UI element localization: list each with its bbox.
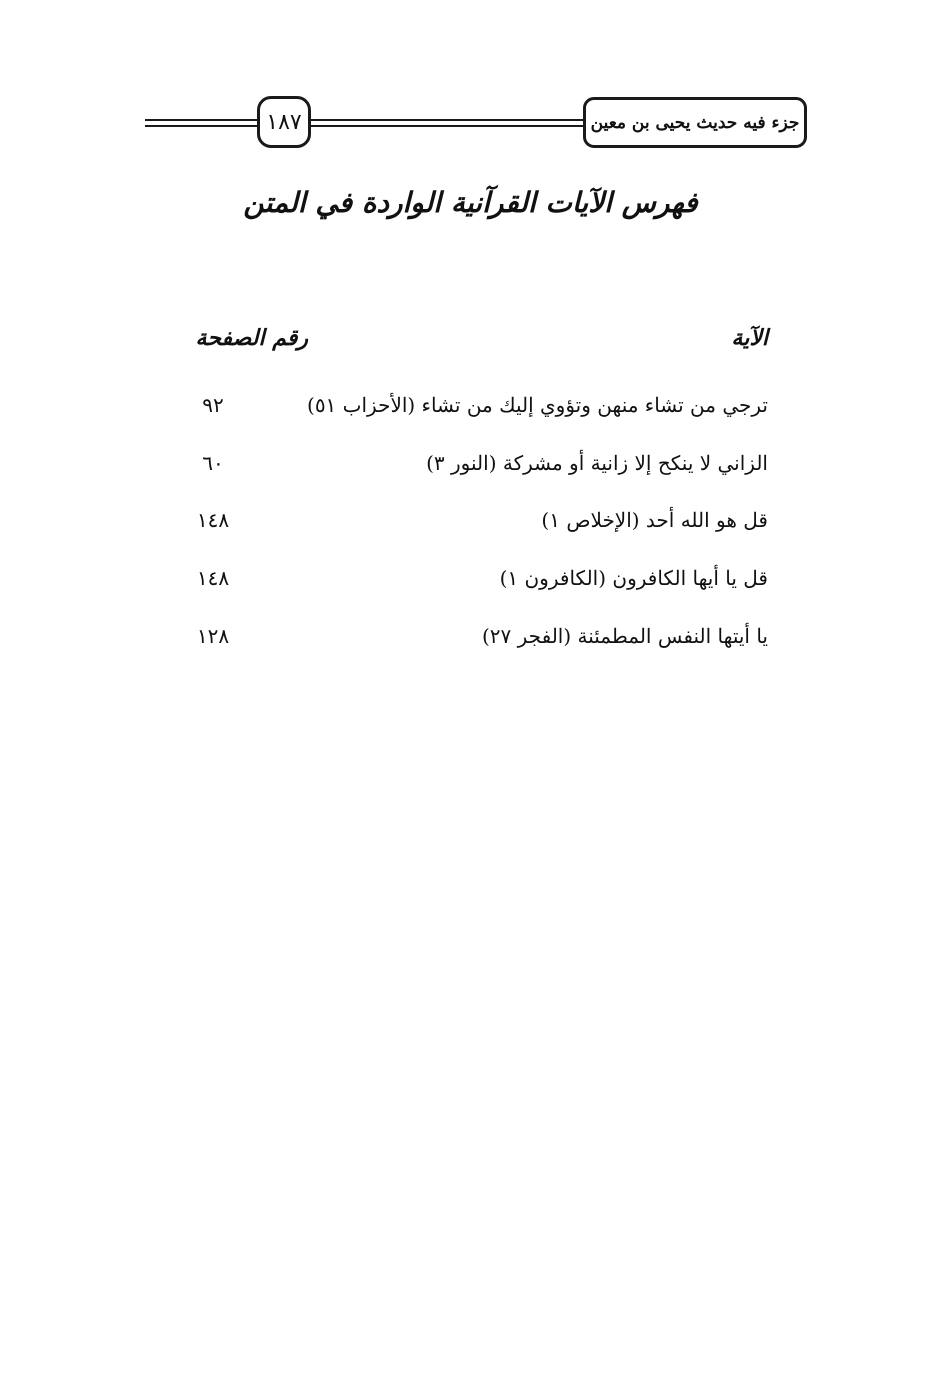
page-number: ١٨٧ — [266, 109, 302, 135]
verse-text: الزاني لا ينكح إلا زانية أو مشركة (النور ٣) — [426, 451, 768, 475]
verse-page-number: ٩٢ — [202, 393, 224, 417]
verse-page-number: ١٤٨ — [196, 566, 230, 590]
verse-text: يا أيتها النفس المطمئنة (الفجر ٢٧) — [481, 624, 768, 648]
index-row — [180, 393, 768, 427]
verse-page-number: ١٢٨ — [196, 624, 230, 648]
verse-text: ترجي من تشاء منهن وتؤوي إليك من تشاء (الأحزاب ٥١) — [307, 393, 768, 417]
page-number-badge — [257, 96, 311, 148]
column-header-page: رقم الصفحة — [195, 325, 308, 351]
index-row — [180, 566, 768, 600]
column-header-verse: الآية — [731, 325, 768, 351]
book-title: جزء فيه حديث يحيى بن معين — [590, 112, 800, 133]
verse-page-number: ١٤٨ — [196, 508, 230, 532]
index-row — [180, 451, 768, 485]
verse-page-number: ٦٠ — [202, 451, 224, 475]
header-rule-top — [145, 119, 591, 121]
verse-text: قل هو الله أحد (الإخلاص ١) — [541, 508, 768, 532]
header-rule-bottom — [145, 125, 591, 127]
index-row — [180, 508, 768, 542]
index-title: فهرس الآيات القرآنية الواردة في المتن — [243, 186, 698, 219]
index-row — [180, 624, 768, 658]
book-title-badge — [583, 97, 807, 148]
verse-text: قل يا أيها الكافرون (الكافرون ١) — [499, 566, 768, 590]
